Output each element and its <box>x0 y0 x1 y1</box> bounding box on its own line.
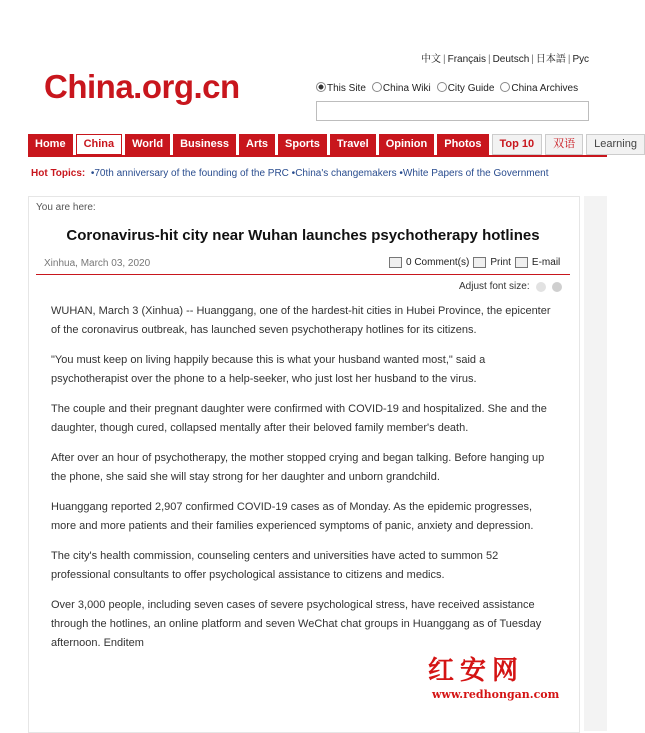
article-paragraph: Over 3,000 people, including seven cases of severe psychological stress, have received assistance through the hotlines, an online platform and seven WeChat chat groups in Huanggang as of Tuesday afternoon. Enditem <box>51 599 542 649</box>
hot-topics-bar: Hot Topics: •70th anniversary of the founding of the PRC •China's changemakers •White Papers of the Government <box>31 168 549 179</box>
hot-topic-link[interactable]: White Papers of the Government <box>402 168 549 179</box>
search-input[interactable] <box>316 101 589 121</box>
article-paragraph: The city's health commission, counseling centers and universities have acted to summon 52 professional consultants to offer psychological assistance to citizens and medics. <box>51 550 499 581</box>
radio-icon[interactable] <box>372 82 382 92</box>
breadcrumb: You are here: <box>36 202 96 213</box>
radio-checked-icon[interactable] <box>316 82 326 92</box>
article-paragraph: After over an hour of psychotherapy, the mother stopped crying and began talking. Before hanging up the phone, she said she will stay strong for her daughter and unborn grandchild. <box>51 452 545 483</box>
hot-topic-link[interactable]: China's changemakers <box>295 168 397 179</box>
search-option-this-site[interactable]: This Site <box>316 82 366 94</box>
print-icon[interactable] <box>473 257 486 268</box>
nav-sports[interactable]: Sports <box>278 134 327 155</box>
radio-icon[interactable] <box>500 82 510 92</box>
article-paragraph: "You must keep on living happily because this is what your husband wanted most," said a psychotherapist over the phone to a help-seeker, who just lost her husband to the virus. <box>51 354 486 385</box>
site-logo[interactable]: China.org.cn <box>44 68 240 105</box>
lang-link-french[interactable]: Français <box>447 54 486 65</box>
nav-arts[interactable]: Arts <box>239 134 275 155</box>
article-meta: Xinhua, March 03, 2020 <box>44 258 151 269</box>
nav-top10[interactable]: Top 10 <box>492 134 543 155</box>
search-scope-options <box>316 82 578 94</box>
hot-topic-link[interactable]: 70th anniversary of the founding of the PRC <box>94 168 289 179</box>
search-option-china-wiki[interactable]: China Wiki <box>372 82 431 94</box>
article-body <box>51 302 551 664</box>
nav-bilingual[interactable]: 双语 <box>545 134 583 155</box>
title-divider <box>36 274 570 275</box>
watermark-url: www.redhongan.com <box>432 688 560 701</box>
nav-divider <box>28 155 607 157</box>
article-tools <box>389 257 560 268</box>
main-nav <box>28 134 637 155</box>
nav-home[interactable]: Home <box>28 134 73 155</box>
sidebar <box>584 196 607 731</box>
comment-icon[interactable] <box>389 257 402 268</box>
lang-link-japanese[interactable]: 日本語 <box>535 54 566 65</box>
nav-world[interactable]: World <box>125 134 170 155</box>
print-link[interactable]: Print <box>490 257 511 268</box>
search-option-china-archives[interactable]: China Archives <box>500 82 578 94</box>
nav-opinion[interactable]: Opinion <box>379 134 435 155</box>
article-title: Coronavirus-hit city near Wuhan launches psychotherapy hotlines <box>66 227 540 244</box>
radio-icon[interactable] <box>437 82 447 92</box>
nav-business[interactable]: Business <box>173 134 236 155</box>
nav-china[interactable]: China <box>76 134 123 155</box>
article-paragraph: The couple and their pregnant daughter were confirmed with COVID-19 and hospitalized. She and the daughter, though cured, collapsed mentally after their beloved family member's death. <box>51 403 547 434</box>
font-size-label: Adjust font size: <box>459 281 530 292</box>
watermark-logo: 红安网 <box>428 656 525 686</box>
email-icon[interactable] <box>515 257 528 268</box>
font-size-control <box>459 281 562 292</box>
language-bar: 中文 | Français | Deutsch | 日本語 | Рус <box>421 54 590 65</box>
lang-link-russian[interactable]: Рус <box>572 54 590 65</box>
nav-photos[interactable]: Photos <box>437 134 488 155</box>
font-larger-icon[interactable] <box>552 282 562 292</box>
hot-topics-label: Hot Topics: <box>31 168 86 179</box>
comments-link[interactable]: 0 Comment(s) <box>406 257 470 268</box>
email-link[interactable]: E-mail <box>531 257 561 268</box>
lang-link-german[interactable]: Deutsch <box>492 54 530 65</box>
lang-link-chinese[interactable]: 中文 <box>421 54 441 65</box>
article-paragraph: Huanggang reported 2,907 confirmed COVID-19 cases as of Monday. As the epidemic progresses, more and more patients and their families experienced symptoms of panic, anxiety and depression. <box>51 501 534 532</box>
nav-travel[interactable]: Travel <box>330 134 376 155</box>
nav-learning[interactable]: Learning <box>586 134 645 155</box>
article-paragraph: WUHAN, March 3 (Xinhua) -- Huanggang, one of the hardest-hit cities in Hubei Province, the epicenter of the coronavirus outbreak, has launched seven psychotherapy hotlines for its citizens. <box>51 305 551 336</box>
font-smaller-icon[interactable] <box>536 282 546 292</box>
search-option-city-guide[interactable]: City Guide <box>437 82 495 94</box>
